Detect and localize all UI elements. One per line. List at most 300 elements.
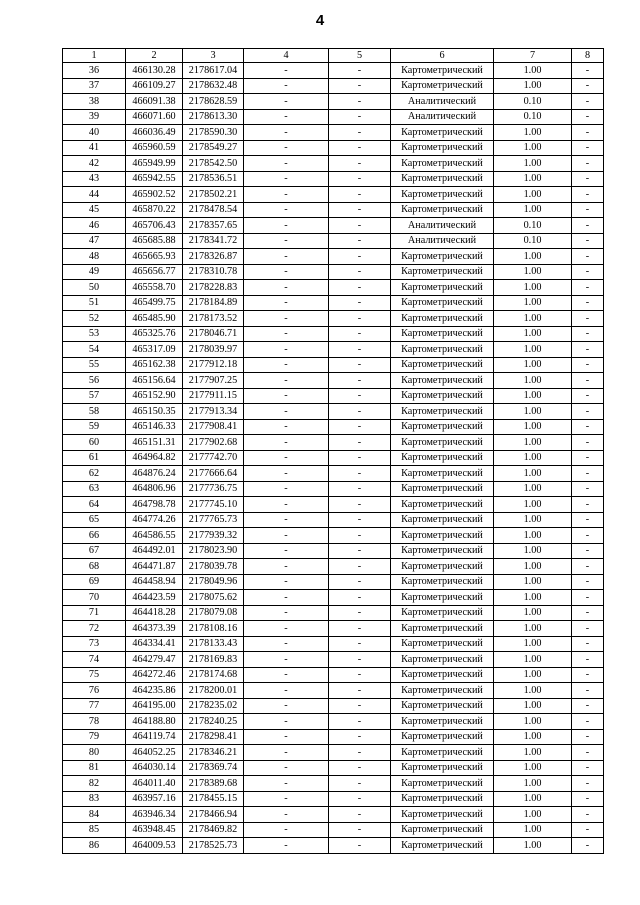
cell-point-number: 76 xyxy=(63,683,126,699)
cell-point-number: 45 xyxy=(63,202,126,218)
cell-col-8: - xyxy=(572,264,604,280)
cell-coord-x: 465152.90 xyxy=(126,388,183,404)
cell-precision: 1.00 xyxy=(494,404,572,420)
cell-col-8: - xyxy=(572,605,604,621)
cell-coord-x: 465902.52 xyxy=(126,187,183,203)
cell-col-8: - xyxy=(572,466,604,482)
cell-coord-x: 464279.47 xyxy=(126,652,183,668)
table-row xyxy=(63,807,604,823)
cell-point-number: 82 xyxy=(63,776,126,792)
cell-col-5: - xyxy=(329,745,391,761)
cell-col-4: - xyxy=(244,590,329,606)
cell-method: Картометрический xyxy=(391,667,494,683)
cell-col-4: - xyxy=(244,838,329,854)
column-header-3: 3 xyxy=(183,49,244,63)
cell-point-number: 58 xyxy=(63,404,126,420)
cell-coord-y: 2178049.96 xyxy=(183,574,244,590)
table-row xyxy=(63,326,604,342)
cell-coord-x: 465942.55 xyxy=(126,171,183,187)
cell-col-4: - xyxy=(244,559,329,575)
cell-coord-y: 2178502.21 xyxy=(183,187,244,203)
cell-coord-y: 2178075.62 xyxy=(183,590,244,606)
cell-coord-y: 2178326.87 xyxy=(183,249,244,265)
cell-col-5: - xyxy=(329,822,391,838)
cell-coord-x: 465685.88 xyxy=(126,233,183,249)
cell-coord-y: 2178173.52 xyxy=(183,311,244,327)
cell-col-5: - xyxy=(329,667,391,683)
cell-col-4: - xyxy=(244,683,329,699)
cell-precision: 1.00 xyxy=(494,435,572,451)
cell-col-4: - xyxy=(244,326,329,342)
column-header-1: 1 xyxy=(63,49,126,63)
cell-col-5: - xyxy=(329,698,391,714)
cell-col-4: - xyxy=(244,822,329,838)
cell-col-4: - xyxy=(244,218,329,234)
cell-coord-y: 2178369.74 xyxy=(183,760,244,776)
cell-precision: 0.10 xyxy=(494,94,572,110)
cell-coord-y: 2177666.64 xyxy=(183,466,244,482)
cell-precision: 1.00 xyxy=(494,745,572,761)
cell-point-number: 80 xyxy=(63,745,126,761)
column-header-5: 5 xyxy=(329,49,391,63)
cell-precision: 1.00 xyxy=(494,249,572,265)
cell-method: Картометрический xyxy=(391,404,494,420)
cell-precision: 1.00 xyxy=(494,729,572,745)
cell-col-5: - xyxy=(329,574,391,590)
cell-precision: 1.00 xyxy=(494,419,572,435)
cell-precision: 1.00 xyxy=(494,760,572,776)
cell-point-number: 47 xyxy=(63,233,126,249)
cell-col-8: - xyxy=(572,187,604,203)
cell-col-5: - xyxy=(329,311,391,327)
table-row xyxy=(63,574,604,590)
column-header-8: 8 xyxy=(572,49,604,63)
table-row xyxy=(63,125,604,141)
table-row xyxy=(63,218,604,234)
cell-precision: 1.00 xyxy=(494,342,572,358)
cell-col-8: - xyxy=(572,295,604,311)
cell-point-number: 63 xyxy=(63,481,126,497)
cell-coord-x: 465558.70 xyxy=(126,280,183,296)
table-row xyxy=(63,512,604,528)
cell-col-8: - xyxy=(572,528,604,544)
cell-precision: 1.00 xyxy=(494,512,572,528)
cell-coord-x: 465156.64 xyxy=(126,373,183,389)
cell-point-number: 37 xyxy=(63,78,126,94)
table-row xyxy=(63,249,604,265)
table-row xyxy=(63,543,604,559)
cell-col-8: - xyxy=(572,233,604,249)
cell-point-number: 40 xyxy=(63,125,126,141)
cell-col-8: - xyxy=(572,760,604,776)
cell-col-4: - xyxy=(244,342,329,358)
cell-coord-x: 464011.40 xyxy=(126,776,183,792)
cell-col-8: - xyxy=(572,342,604,358)
cell-col-5: - xyxy=(329,249,391,265)
table-row xyxy=(63,605,604,621)
cell-precision: 1.00 xyxy=(494,574,572,590)
cell-point-number: 56 xyxy=(63,373,126,389)
cell-col-5: - xyxy=(329,714,391,730)
cell-coord-y: 2178184.89 xyxy=(183,295,244,311)
cell-coord-x: 464492.01 xyxy=(126,543,183,559)
cell-coord-x: 465870.22 xyxy=(126,202,183,218)
cell-coord-x: 464458.94 xyxy=(126,574,183,590)
cell-coord-x: 465665.93 xyxy=(126,249,183,265)
cell-coord-y: 2178590.30 xyxy=(183,125,244,141)
cell-precision: 1.00 xyxy=(494,714,572,730)
cell-point-number: 69 xyxy=(63,574,126,590)
cell-col-4: - xyxy=(244,574,329,590)
cell-coord-x: 464052.25 xyxy=(126,745,183,761)
cell-coord-x: 465960.59 xyxy=(126,140,183,156)
cell-col-5: - xyxy=(329,388,391,404)
cell-coord-x: 464806.96 xyxy=(126,481,183,497)
cell-col-4: - xyxy=(244,311,329,327)
cell-method: Картометрический xyxy=(391,63,494,79)
table-row xyxy=(63,295,604,311)
cell-method: Картометрический xyxy=(391,249,494,265)
cell-coord-y: 2178346.21 xyxy=(183,745,244,761)
cell-method: Картометрический xyxy=(391,590,494,606)
cell-point-number: 42 xyxy=(63,156,126,172)
cell-coord-y: 2178079.08 xyxy=(183,605,244,621)
cell-coord-y: 2177902.68 xyxy=(183,435,244,451)
cell-col-4: - xyxy=(244,187,329,203)
cell-precision: 0.10 xyxy=(494,218,572,234)
cell-point-number: 62 xyxy=(63,466,126,482)
cell-point-number: 81 xyxy=(63,760,126,776)
cell-method: Картометрический xyxy=(391,543,494,559)
cell-method: Картометрический xyxy=(391,605,494,621)
cell-col-8: - xyxy=(572,497,604,513)
table-row xyxy=(63,590,604,606)
table-row xyxy=(63,528,604,544)
table-row xyxy=(63,109,604,125)
cell-precision: 1.00 xyxy=(494,698,572,714)
cell-point-number: 84 xyxy=(63,807,126,823)
cell-method: Картометрический xyxy=(391,574,494,590)
cell-col-5: - xyxy=(329,140,391,156)
cell-col-4: - xyxy=(244,404,329,420)
cell-coord-x: 464334.41 xyxy=(126,636,183,652)
cell-col-5: - xyxy=(329,559,391,575)
cell-col-4: - xyxy=(244,295,329,311)
cell-point-number: 38 xyxy=(63,94,126,110)
cell-col-8: - xyxy=(572,776,604,792)
cell-col-5: - xyxy=(329,171,391,187)
cell-coord-y: 2178469.82 xyxy=(183,822,244,838)
cell-col-8: - xyxy=(572,94,604,110)
cell-method: Картометрический xyxy=(391,156,494,172)
cell-col-8: - xyxy=(572,481,604,497)
table-row xyxy=(63,636,604,652)
cell-col-8: - xyxy=(572,388,604,404)
cell-coord-x: 466036.49 xyxy=(126,125,183,141)
cell-point-number: 78 xyxy=(63,714,126,730)
table-row xyxy=(63,233,604,249)
cell-col-5: - xyxy=(329,807,391,823)
cell-coord-y: 2178039.97 xyxy=(183,342,244,358)
cell-col-5: - xyxy=(329,543,391,559)
cell-method: Картометрический xyxy=(391,187,494,203)
cell-point-number: 73 xyxy=(63,636,126,652)
cell-col-4: - xyxy=(244,605,329,621)
cell-col-5: - xyxy=(329,435,391,451)
cell-coord-y: 2178357.65 xyxy=(183,218,244,234)
cell-coord-x: 464418.28 xyxy=(126,605,183,621)
cell-coord-x: 465162.38 xyxy=(126,357,183,373)
cell-point-number: 44 xyxy=(63,187,126,203)
cell-col-8: - xyxy=(572,419,604,435)
cell-point-number: 66 xyxy=(63,528,126,544)
cell-col-8: - xyxy=(572,745,604,761)
cell-coord-x: 465150.35 xyxy=(126,404,183,420)
cell-col-5: - xyxy=(329,512,391,528)
cell-col-5: - xyxy=(329,156,391,172)
table-row xyxy=(63,357,604,373)
cell-coord-x: 464188.80 xyxy=(126,714,183,730)
cell-precision: 1.00 xyxy=(494,667,572,683)
cell-col-5: - xyxy=(329,528,391,544)
cell-coord-y: 2178169.83 xyxy=(183,652,244,668)
cell-coord-y: 2178549.27 xyxy=(183,140,244,156)
cell-col-8: - xyxy=(572,140,604,156)
cell-col-5: - xyxy=(329,202,391,218)
cell-col-5: - xyxy=(329,481,391,497)
cell-col-5: - xyxy=(329,94,391,110)
cell-coord-y: 2178200.01 xyxy=(183,683,244,699)
cell-col-8: - xyxy=(572,109,604,125)
cell-method: Картометрический xyxy=(391,435,494,451)
cell-col-8: - xyxy=(572,404,604,420)
cell-method: Аналитический xyxy=(391,94,494,110)
cell-col-5: - xyxy=(329,326,391,342)
cell-col-4: - xyxy=(244,357,329,373)
cell-col-5: - xyxy=(329,63,391,79)
cell-point-number: 41 xyxy=(63,140,126,156)
table-row xyxy=(63,497,604,513)
cell-coord-x: 465706.43 xyxy=(126,218,183,234)
cell-precision: 1.00 xyxy=(494,264,572,280)
cell-coord-y: 2178466.94 xyxy=(183,807,244,823)
cell-coord-y: 2177907.25 xyxy=(183,373,244,389)
cell-col-8: - xyxy=(572,698,604,714)
cell-point-number: 55 xyxy=(63,357,126,373)
cell-coord-x: 466130.28 xyxy=(126,63,183,79)
cell-point-number: 79 xyxy=(63,729,126,745)
cell-col-4: - xyxy=(244,280,329,296)
table-row xyxy=(63,264,604,280)
cell-col-8: - xyxy=(572,435,604,451)
cell-point-number: 39 xyxy=(63,109,126,125)
cell-coord-x: 464876.24 xyxy=(126,466,183,482)
cell-coord-y: 2178046.71 xyxy=(183,326,244,342)
cell-col-4: - xyxy=(244,156,329,172)
cell-coord-y: 2178613.30 xyxy=(183,109,244,125)
cell-coord-x: 465485.90 xyxy=(126,311,183,327)
cell-method: Картометрический xyxy=(391,822,494,838)
cell-col-4: - xyxy=(244,202,329,218)
cell-point-number: 36 xyxy=(63,63,126,79)
cell-col-5: - xyxy=(329,776,391,792)
cell-coord-y: 2178133.43 xyxy=(183,636,244,652)
cell-col-8: - xyxy=(572,326,604,342)
table-row xyxy=(63,729,604,745)
cell-col-8: - xyxy=(572,78,604,94)
cell-point-number: 60 xyxy=(63,435,126,451)
table-row xyxy=(63,822,604,838)
cell-col-4: - xyxy=(244,667,329,683)
cell-precision: 1.00 xyxy=(494,156,572,172)
cell-coord-x: 463948.45 xyxy=(126,822,183,838)
cell-coord-y: 2178039.78 xyxy=(183,559,244,575)
cell-col-8: - xyxy=(572,807,604,823)
cell-col-5: - xyxy=(329,729,391,745)
cell-col-4: - xyxy=(244,636,329,652)
cell-col-8: - xyxy=(572,667,604,683)
cell-precision: 1.00 xyxy=(494,187,572,203)
cell-col-4: - xyxy=(244,109,329,125)
cell-coord-x: 464373.39 xyxy=(126,621,183,637)
cell-precision: 1.00 xyxy=(494,559,572,575)
cell-coord-x: 465325.76 xyxy=(126,326,183,342)
table-row xyxy=(63,791,604,807)
cell-precision: 1.00 xyxy=(494,280,572,296)
cell-col-5: - xyxy=(329,373,391,389)
cell-coord-y: 2178628.59 xyxy=(183,94,244,110)
cell-method: Картометрический xyxy=(391,714,494,730)
cell-coord-x: 466071.60 xyxy=(126,109,183,125)
table-row xyxy=(63,342,604,358)
column-header-6: 6 xyxy=(391,49,494,63)
cell-coord-y: 2178298.41 xyxy=(183,729,244,745)
cell-coord-x: 465151.31 xyxy=(126,435,183,451)
cell-coord-y: 2178108.16 xyxy=(183,621,244,637)
cell-point-number: 74 xyxy=(63,652,126,668)
table-row xyxy=(63,78,604,94)
cell-coord-x: 464235.86 xyxy=(126,683,183,699)
cell-coord-x: 464798.78 xyxy=(126,497,183,513)
cell-col-4: - xyxy=(244,760,329,776)
cell-coord-y: 2178228.83 xyxy=(183,280,244,296)
cell-col-5: - xyxy=(329,78,391,94)
cell-precision: 1.00 xyxy=(494,450,572,466)
cell-col-4: - xyxy=(244,78,329,94)
cell-point-number: 49 xyxy=(63,264,126,280)
cell-method: Аналитический xyxy=(391,233,494,249)
cell-method: Картометрический xyxy=(391,497,494,513)
cell-method: Картометрический xyxy=(391,621,494,637)
cell-precision: 1.00 xyxy=(494,497,572,513)
table-row xyxy=(63,202,604,218)
cell-col-4: - xyxy=(244,776,329,792)
cell-method: Картометрический xyxy=(391,140,494,156)
cell-coord-y: 2177736.75 xyxy=(183,481,244,497)
cell-col-4: - xyxy=(244,140,329,156)
table-row xyxy=(63,745,604,761)
cell-coord-y: 2178240.25 xyxy=(183,714,244,730)
cell-method: Картометрический xyxy=(391,528,494,544)
cell-method: Картометрический xyxy=(391,388,494,404)
cell-col-8: - xyxy=(572,714,604,730)
cell-coord-y: 2177765.73 xyxy=(183,512,244,528)
cell-coord-x: 465499.75 xyxy=(126,295,183,311)
table-row xyxy=(63,450,604,466)
cell-method: Картометрический xyxy=(391,342,494,358)
cell-method: Картометрический xyxy=(391,481,494,497)
cell-coord-y: 2178536.51 xyxy=(183,171,244,187)
cell-col-5: - xyxy=(329,125,391,141)
cell-method: Картометрический xyxy=(391,776,494,792)
cell-col-5: - xyxy=(329,109,391,125)
cell-col-4: - xyxy=(244,419,329,435)
cell-point-number: 77 xyxy=(63,698,126,714)
cell-precision: 1.00 xyxy=(494,776,572,792)
cell-col-8: - xyxy=(572,156,604,172)
cell-coord-x: 464423.59 xyxy=(126,590,183,606)
table-row xyxy=(63,419,604,435)
cell-precision: 1.00 xyxy=(494,171,572,187)
cell-point-number: 61 xyxy=(63,450,126,466)
cell-col-5: - xyxy=(329,621,391,637)
cell-col-5: - xyxy=(329,652,391,668)
cell-precision: 1.00 xyxy=(494,481,572,497)
cell-coord-y: 2178389.68 xyxy=(183,776,244,792)
cell-coord-y: 2178542.50 xyxy=(183,156,244,172)
column-header-7: 7 xyxy=(494,49,572,63)
cell-col-8: - xyxy=(572,202,604,218)
cell-method: Аналитический xyxy=(391,109,494,125)
cell-coord-x: 464195.00 xyxy=(126,698,183,714)
cell-precision: 1.00 xyxy=(494,63,572,79)
cell-coord-y: 2178174.68 xyxy=(183,667,244,683)
cell-point-number: 52 xyxy=(63,311,126,327)
cell-precision: 1.00 xyxy=(494,822,572,838)
column-header-2: 2 xyxy=(126,49,183,63)
cell-precision: 1.00 xyxy=(494,652,572,668)
table-row xyxy=(63,838,604,854)
cell-coord-x: 464586.55 xyxy=(126,528,183,544)
cell-method: Картометрический xyxy=(391,760,494,776)
table-row xyxy=(63,621,604,637)
cell-col-8: - xyxy=(572,590,604,606)
cell-col-4: - xyxy=(244,450,329,466)
cell-coord-x: 464272.46 xyxy=(126,667,183,683)
cell-col-5: - xyxy=(329,466,391,482)
cell-coord-y: 2177908.41 xyxy=(183,419,244,435)
cell-point-number: 86 xyxy=(63,838,126,854)
table-row xyxy=(63,683,604,699)
cell-col-4: - xyxy=(244,791,329,807)
table-row xyxy=(63,559,604,575)
cell-col-4: - xyxy=(244,466,329,482)
cell-precision: 1.00 xyxy=(494,590,572,606)
cell-method: Картометрический xyxy=(391,512,494,528)
cell-col-8: - xyxy=(572,791,604,807)
cell-col-5: - xyxy=(329,450,391,466)
table-row xyxy=(63,94,604,110)
cell-method: Картометрический xyxy=(391,171,494,187)
cell-point-number: 51 xyxy=(63,295,126,311)
cell-method: Картометрический xyxy=(391,791,494,807)
cell-precision: 1.00 xyxy=(494,326,572,342)
cell-col-5: - xyxy=(329,295,391,311)
cell-point-number: 67 xyxy=(63,543,126,559)
cell-precision: 0.10 xyxy=(494,233,572,249)
cell-coord-x: 464030.14 xyxy=(126,760,183,776)
table-row xyxy=(63,156,604,172)
